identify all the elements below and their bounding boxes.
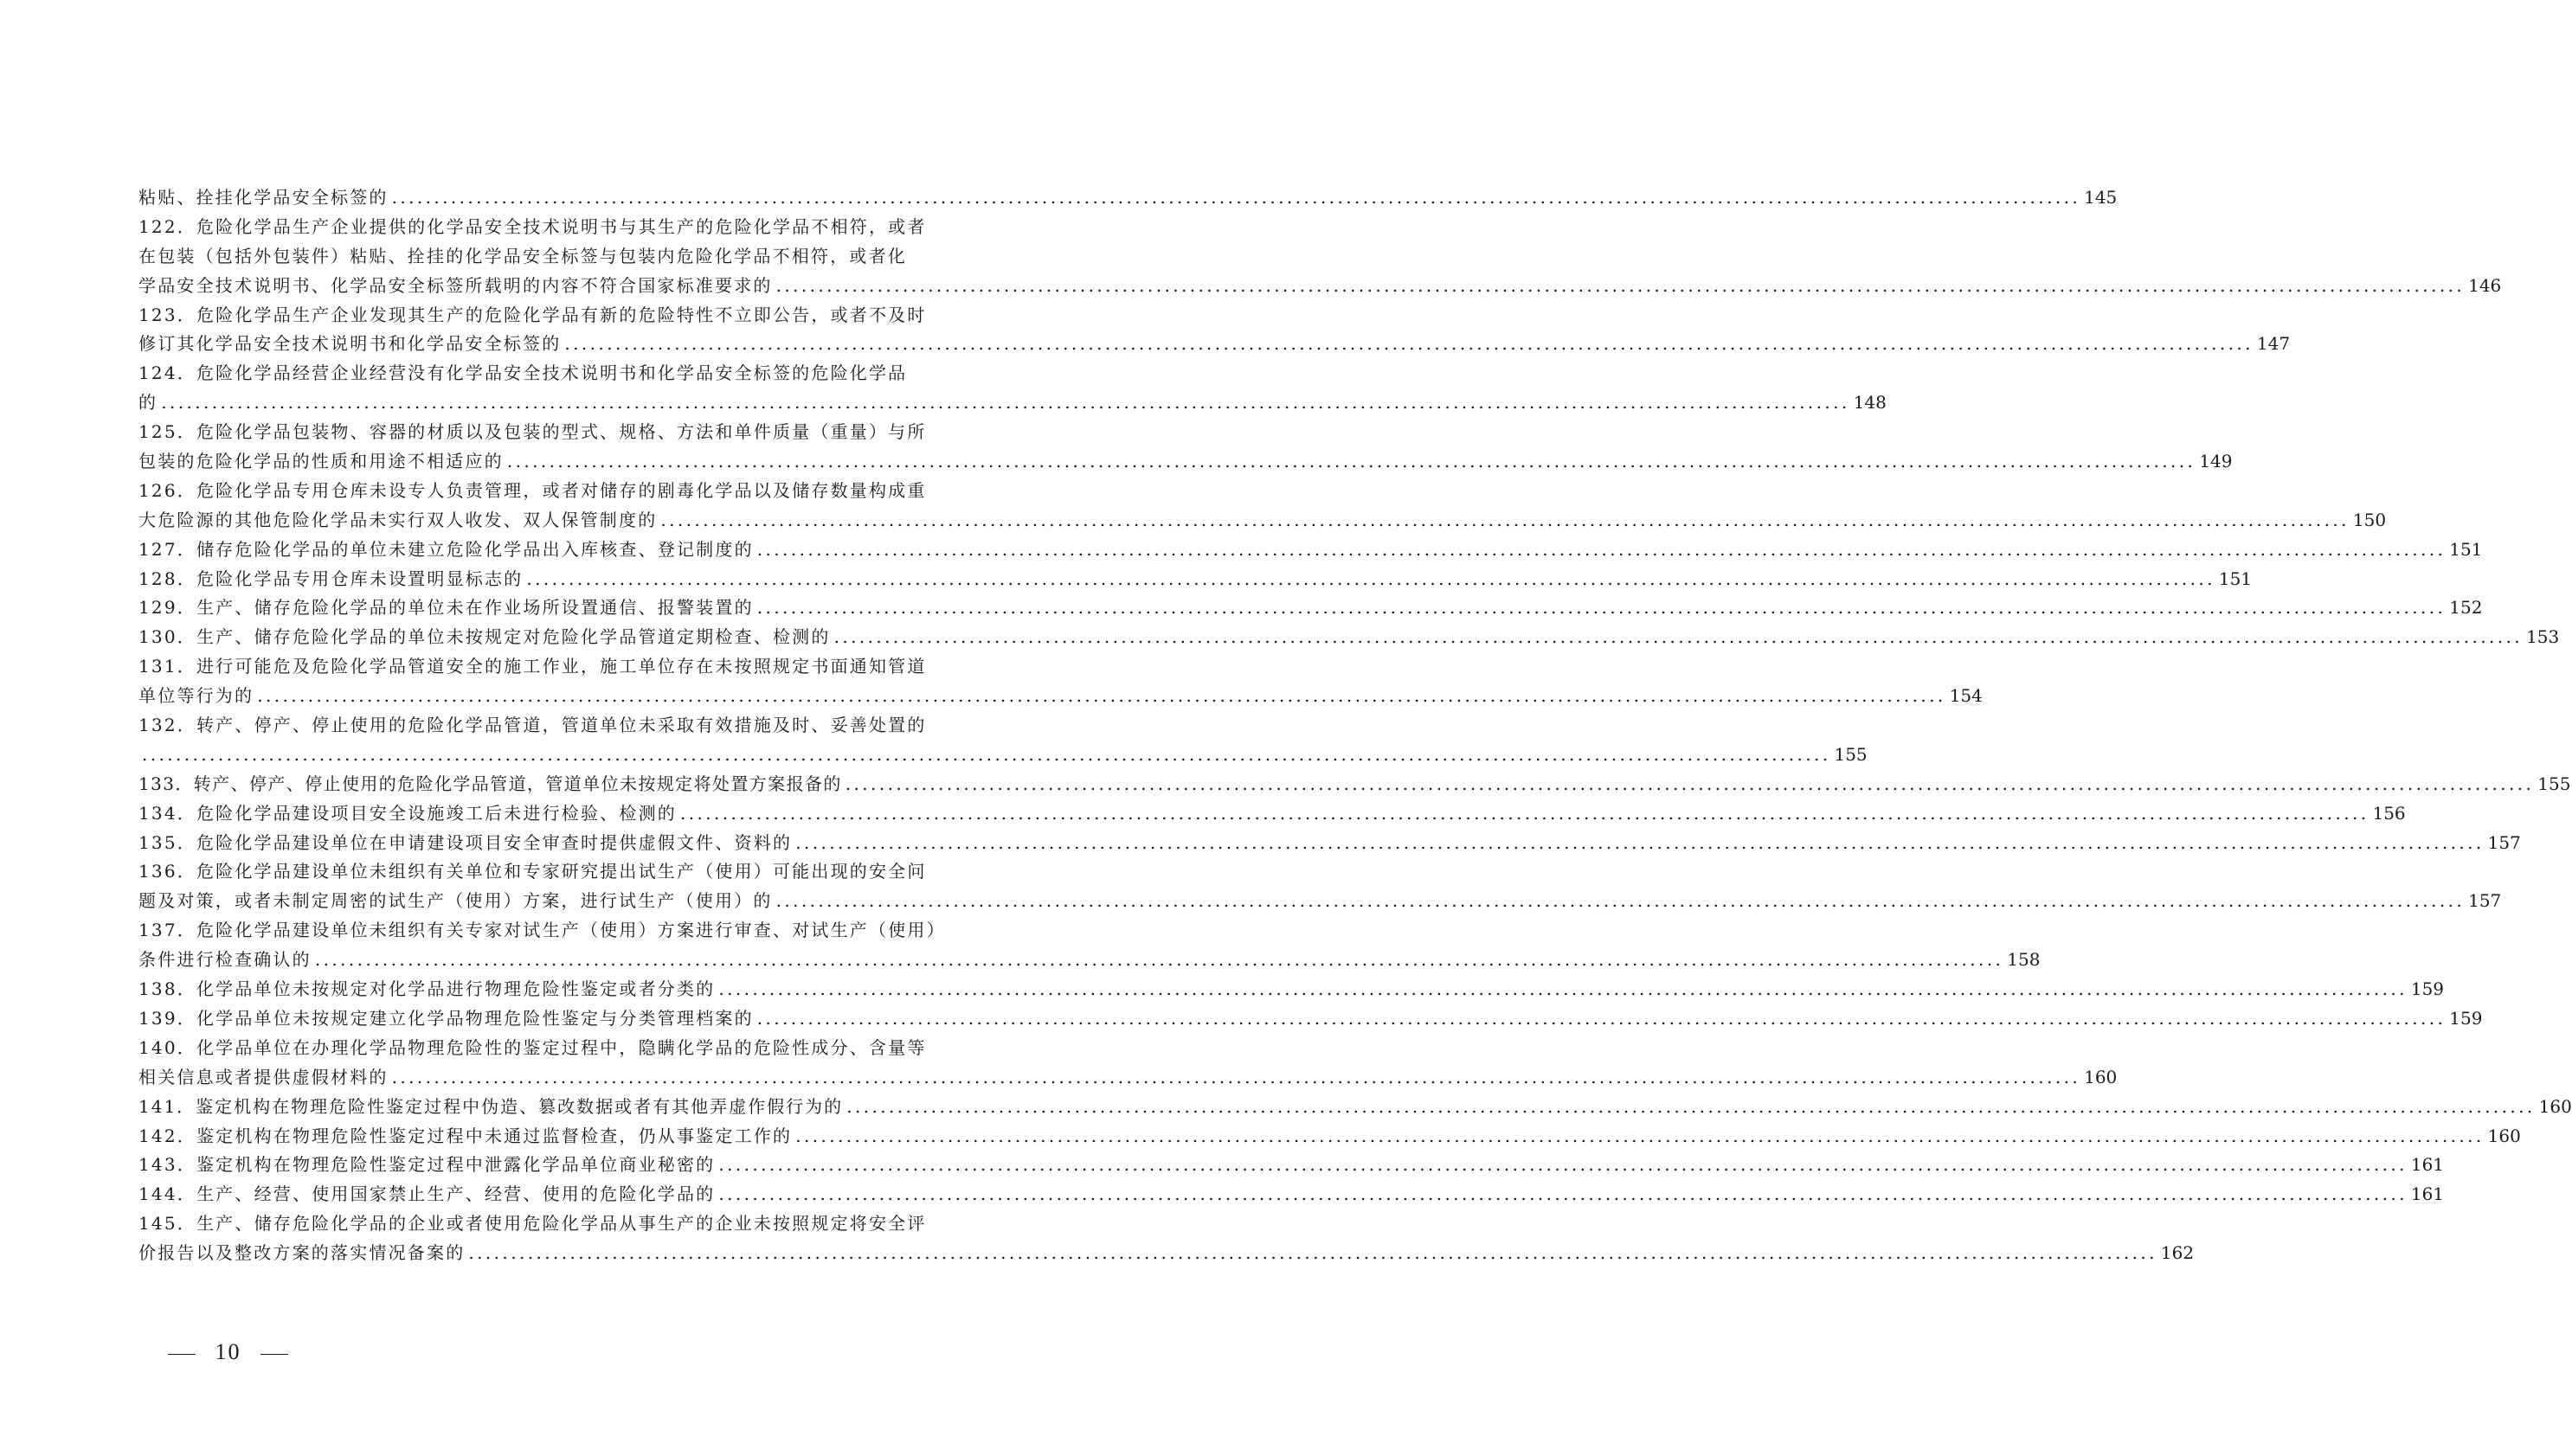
toc-entry-text: 129．生产、储存危险化学品的单位未在作业场所设置通信、报警装置的 bbox=[138, 597, 754, 619]
toc-entry-line bbox=[138, 359, 908, 388]
toc-page-number: 151 bbox=[2218, 568, 2253, 589]
toc-page-number: 154 bbox=[1949, 685, 1983, 707]
dot-leader: ........................................................................................................................................................................................................ bbox=[845, 773, 2535, 794]
toc-entry-line bbox=[138, 213, 927, 242]
toc-entry-text: 124．危险化学品经营企业经营没有化学品安全技术说明书和化学品安全标签的危险化学品 bbox=[138, 362, 908, 384]
toc-entry-text: 相关信息或者提供虚假材料的 bbox=[138, 1066, 389, 1087]
toc-entry-text: 137．危险化学品建设单位未组织有关专家对试生产（使用）方案进行审查、对试生产（使用） bbox=[138, 920, 946, 941]
toc-page-number: 159 bbox=[2449, 1007, 2483, 1029]
toc-page-number: 161 bbox=[2410, 1183, 2445, 1205]
dot-leader: ........................................................................................................................................................................................................ bbox=[391, 187, 2081, 208]
toc-page-number: 155 bbox=[1834, 743, 1868, 765]
toc-entry-line bbox=[138, 711, 927, 741]
toc-page-number: 160 bbox=[2084, 1066, 2118, 1087]
footer-dash-right bbox=[260, 1354, 288, 1355]
toc-entry-text: 138．化学品单位未按规定对化学品进行物理危险性鉴定或者分类的 bbox=[138, 978, 716, 1000]
toc-entry bbox=[138, 1004, 2483, 1034]
toc-entry-text: 的 bbox=[138, 392, 158, 414]
dot-leader: ........................................................................................................................................................................................................ bbox=[775, 274, 2466, 296]
dot-leader: ........................................................................................................................................................................................................ bbox=[468, 1242, 2157, 1264]
toc-entry-line bbox=[138, 857, 927, 887]
dot-leader: ........................................................................................................................................................................................................ bbox=[756, 597, 2447, 619]
toc-page-number: 147 bbox=[2256, 333, 2291, 355]
dot-leader: ........................................................................................................................................................................................................ bbox=[660, 509, 2350, 530]
toc-page-number: 162 bbox=[2160, 1242, 2195, 1264]
toc-page-number: 156 bbox=[2372, 802, 2406, 824]
dot-leader: ........................................................................................................................................................................................................ bbox=[564, 333, 2254, 355]
toc-page-number: 157 bbox=[2468, 890, 2502, 912]
toc-entry bbox=[138, 330, 2291, 359]
toc-page-number: 146 bbox=[2468, 274, 2502, 296]
toc-entry bbox=[138, 1239, 2195, 1268]
toc-entry-line bbox=[138, 418, 927, 447]
toc-page-number: 153 bbox=[2526, 626, 2560, 648]
toc-entry bbox=[138, 799, 2406, 829]
toc-entry-text: 133．转产、停产、停止使用的危险化学品管道，管道单位未按规定将处置方案报备的 bbox=[138, 773, 842, 794]
toc-entry bbox=[138, 741, 1868, 770]
toc-entry bbox=[138, 388, 1887, 418]
dot-leader: ........................................................................................................................................................................................................ bbox=[391, 1066, 2081, 1087]
toc-entry-text: 139．化学品单位未按规定建立化学品物理危险性鉴定与分类管理档案的 bbox=[138, 1007, 754, 1029]
toc-page-number: 158 bbox=[2007, 949, 2041, 971]
toc-entry-text: 128．危险化学品专用仓库未设置明显标志的 bbox=[138, 568, 524, 589]
dot-leader: ........................................................................................................................................................................................................ bbox=[795, 1125, 2485, 1146]
toc-entry bbox=[138, 887, 2502, 916]
toc-entry bbox=[138, 1122, 2521, 1151]
dot-leader: ........................................................................................................................................................................................................ bbox=[718, 1183, 2408, 1205]
toc-page-number: 145 bbox=[2084, 187, 2118, 208]
toc-entry-text: 142．鉴定机构在物理危险性鉴定过程中未通过监督检查，仍从事鉴定工作的 bbox=[138, 1125, 793, 1146]
toc-page-number: 155 bbox=[2537, 773, 2571, 794]
toc-entry bbox=[138, 536, 2483, 565]
toc-entry bbox=[138, 682, 1983, 711]
toc-page-number: 149 bbox=[2199, 451, 2233, 472]
dot-leader: ........................................................................................................................................................................................................ bbox=[526, 568, 2215, 589]
toc-entry-text: 题及对策，或者未制定周密的试生产（使用）方案，进行试生产（使用）的 bbox=[138, 890, 773, 912]
toc-entry bbox=[138, 1151, 2445, 1180]
page-number: 10 bbox=[215, 1339, 241, 1364]
toc-entry bbox=[138, 272, 2502, 301]
toc-entry bbox=[138, 975, 2445, 1004]
toc-entry bbox=[138, 1093, 2572, 1122]
table-of-contents bbox=[138, 183, 2572, 1268]
toc-entry bbox=[138, 565, 2253, 594]
toc-entry bbox=[138, 447, 2233, 477]
toc-page-number: 160 bbox=[2538, 1095, 2572, 1117]
toc-entry-text: 126．危险化学品专用仓库未设专人负责管理，或者对储存的剧毒化学品以及储存数量构成重 bbox=[138, 479, 927, 501]
dot-leader: ........................................................................................................................................................................................................ bbox=[161, 392, 1850, 414]
toc-entry-text: 131．进行可能危及危险化学品管道安全的施工作业，施工单位存在未按照规定书面通知管道 bbox=[138, 656, 927, 677]
toc-entry-text: 价报告以及整改方案的落实情况备案的 bbox=[138, 1242, 466, 1264]
toc-entry-text: 125．危险化学品包装物、容器的材质以及包装的型式、规格、方法和单件质量（重量）与所 bbox=[138, 421, 927, 443]
toc-entry-text: 143．鉴定机构在物理危险性鉴定过程中泄露化学品单位商业秘密的 bbox=[138, 1154, 716, 1176]
footer-dash-left bbox=[168, 1354, 196, 1355]
toc-page-number: 152 bbox=[2449, 597, 2483, 619]
toc-entry-line bbox=[138, 477, 927, 506]
toc-entry bbox=[138, 1180, 2445, 1209]
toc-entry bbox=[138, 623, 2560, 652]
dot-leader: ........................................................................................................................................................................................................ bbox=[756, 538, 2447, 560]
dot-leader: ........................................................................................................................................................................................................ bbox=[718, 1154, 2408, 1176]
toc-page-number: 150 bbox=[2352, 509, 2387, 530]
dot-leader: ........................................................................................................................................................................................................ bbox=[775, 890, 2466, 912]
dot-leader: ........................................................................................................................................................................................................ bbox=[142, 743, 1831, 765]
toc-entry bbox=[138, 946, 2041, 975]
dot-leader: ........................................................................................................................................................................................................ bbox=[679, 802, 2369, 824]
dot-leader: ........................................................................................................................................................................................................ bbox=[795, 831, 2485, 853]
dot-leader: ........................................................................................................................................................................................................ bbox=[257, 685, 1946, 707]
toc-entry bbox=[138, 506, 2387, 536]
toc-page-number: 159 bbox=[2410, 978, 2445, 1000]
toc-page-number: 148 bbox=[1853, 392, 1887, 414]
toc-entry-text: 130．生产、储存危险化学品的单位未按规定对危险化学品管道定期检查、检测的 bbox=[138, 626, 831, 648]
page-footer bbox=[156, 1339, 300, 1365]
toc-page-number: 161 bbox=[2410, 1154, 2445, 1176]
toc-entry-text: 136．危险化学品建设单位未组织有关单位和专家研究提出试生产（使用）可能出现的安全问 bbox=[138, 861, 927, 882]
dot-leader: ........................................................................................................................................................................................................ bbox=[833, 626, 2524, 648]
toc-entry-text: 135．危险化学品建设单位在申请建设项目安全审查时提供虚假文件、资料的 bbox=[138, 831, 793, 853]
toc-page-number: 160 bbox=[2487, 1125, 2521, 1146]
toc-entry-line bbox=[138, 652, 927, 682]
toc-entry-text: 123．危险化学品生产企业发现其生产的危险化学品有新的危险特性不立即公告，或者不及时 bbox=[138, 304, 927, 325]
toc-entry-line bbox=[138, 916, 946, 946]
dot-leader: ........................................................................................................................................................................................................ bbox=[718, 978, 2408, 1000]
toc-entry-line bbox=[138, 1209, 927, 1239]
toc-entry-text: 在包装（包括外包装件）粘贴、拴挂的化学品安全标签与包装内危险化学品不相符，或者化 bbox=[138, 245, 907, 266]
toc-entry-line bbox=[138, 301, 927, 330]
toc-entry bbox=[138, 770, 2571, 799]
toc-entry-text: 140．化学品单位在办理化学品物理危险性的鉴定过程中，隐瞒化学品的危险性成分、含量等 bbox=[138, 1036, 927, 1058]
dot-leader: ........................................................................................................................................................................................................ bbox=[314, 949, 2004, 971]
toc-page-number: 157 bbox=[2487, 831, 2521, 853]
toc-entry-text: 127．储存危险化学品的单位未建立危险化学品出入库核查、登记制度的 bbox=[138, 538, 754, 560]
toc-entry-text: 134．危险化学品建设项目安全设施竣工后未进行检验、检测的 bbox=[138, 802, 677, 824]
toc-entry-text: 修订其化学品安全技术说明书和化学品安全标签的 bbox=[138, 333, 562, 355]
toc-entry-text: 122．危险化学品生产企业提供的化学品安全技术说明书与其生产的危险化学品不相符，或者 bbox=[138, 215, 927, 237]
toc-entry bbox=[138, 593, 2483, 623]
toc-page-number: 151 bbox=[2449, 538, 2483, 560]
toc-entry-line bbox=[138, 1034, 927, 1063]
toc-entry-text: 包装的危险化学品的性质和用途不相适应的 bbox=[138, 451, 504, 472]
dot-leader: ........................................................................................................................................................................................................ bbox=[846, 1095, 2536, 1117]
toc-entry bbox=[138, 1063, 2118, 1093]
dot-leader: ........................................................................................................................................................................................................ bbox=[756, 1007, 2447, 1029]
toc-entry-text: 粘贴、拴挂化学品安全标签的 bbox=[138, 187, 389, 208]
toc-entry-text: 大危险源的其他危险化学品未实行双人收发、双人保管制度的 bbox=[138, 509, 658, 530]
toc-entry-line bbox=[138, 242, 907, 272]
toc-entry-text: 141．鉴定机构在物理危险性鉴定过程中伪造、篡改数据或者有其他弄虚作假行为的 bbox=[138, 1095, 844, 1117]
toc-entry-text: 144．生产、经营、使用国家禁止生产、经营、使用的危险化学品的 bbox=[138, 1183, 716, 1205]
toc-entry bbox=[138, 183, 2118, 213]
toc-entry-text: 单位等行为的 bbox=[138, 685, 254, 707]
toc-entry bbox=[138, 829, 2521, 858]
toc-entry-text: 学品安全技术说明书、化学品安全标签所载明的内容不符合国家标准要求的 bbox=[138, 274, 773, 296]
toc-entry-text: 132．转产、停产、停止使用的危险化学品管道，管道单位未采取有效措施及时、妥善处置的 bbox=[138, 715, 927, 736]
dot-leader: ........................................................................................................................................................................................................ bbox=[506, 451, 2196, 472]
toc-entry-text: 条件进行检查确认的 bbox=[138, 949, 312, 971]
toc-entry-text: 145．生产、储存危险化学品的企业或者使用危险化学品从事生产的企业未按照规定将安全评 bbox=[138, 1213, 927, 1235]
